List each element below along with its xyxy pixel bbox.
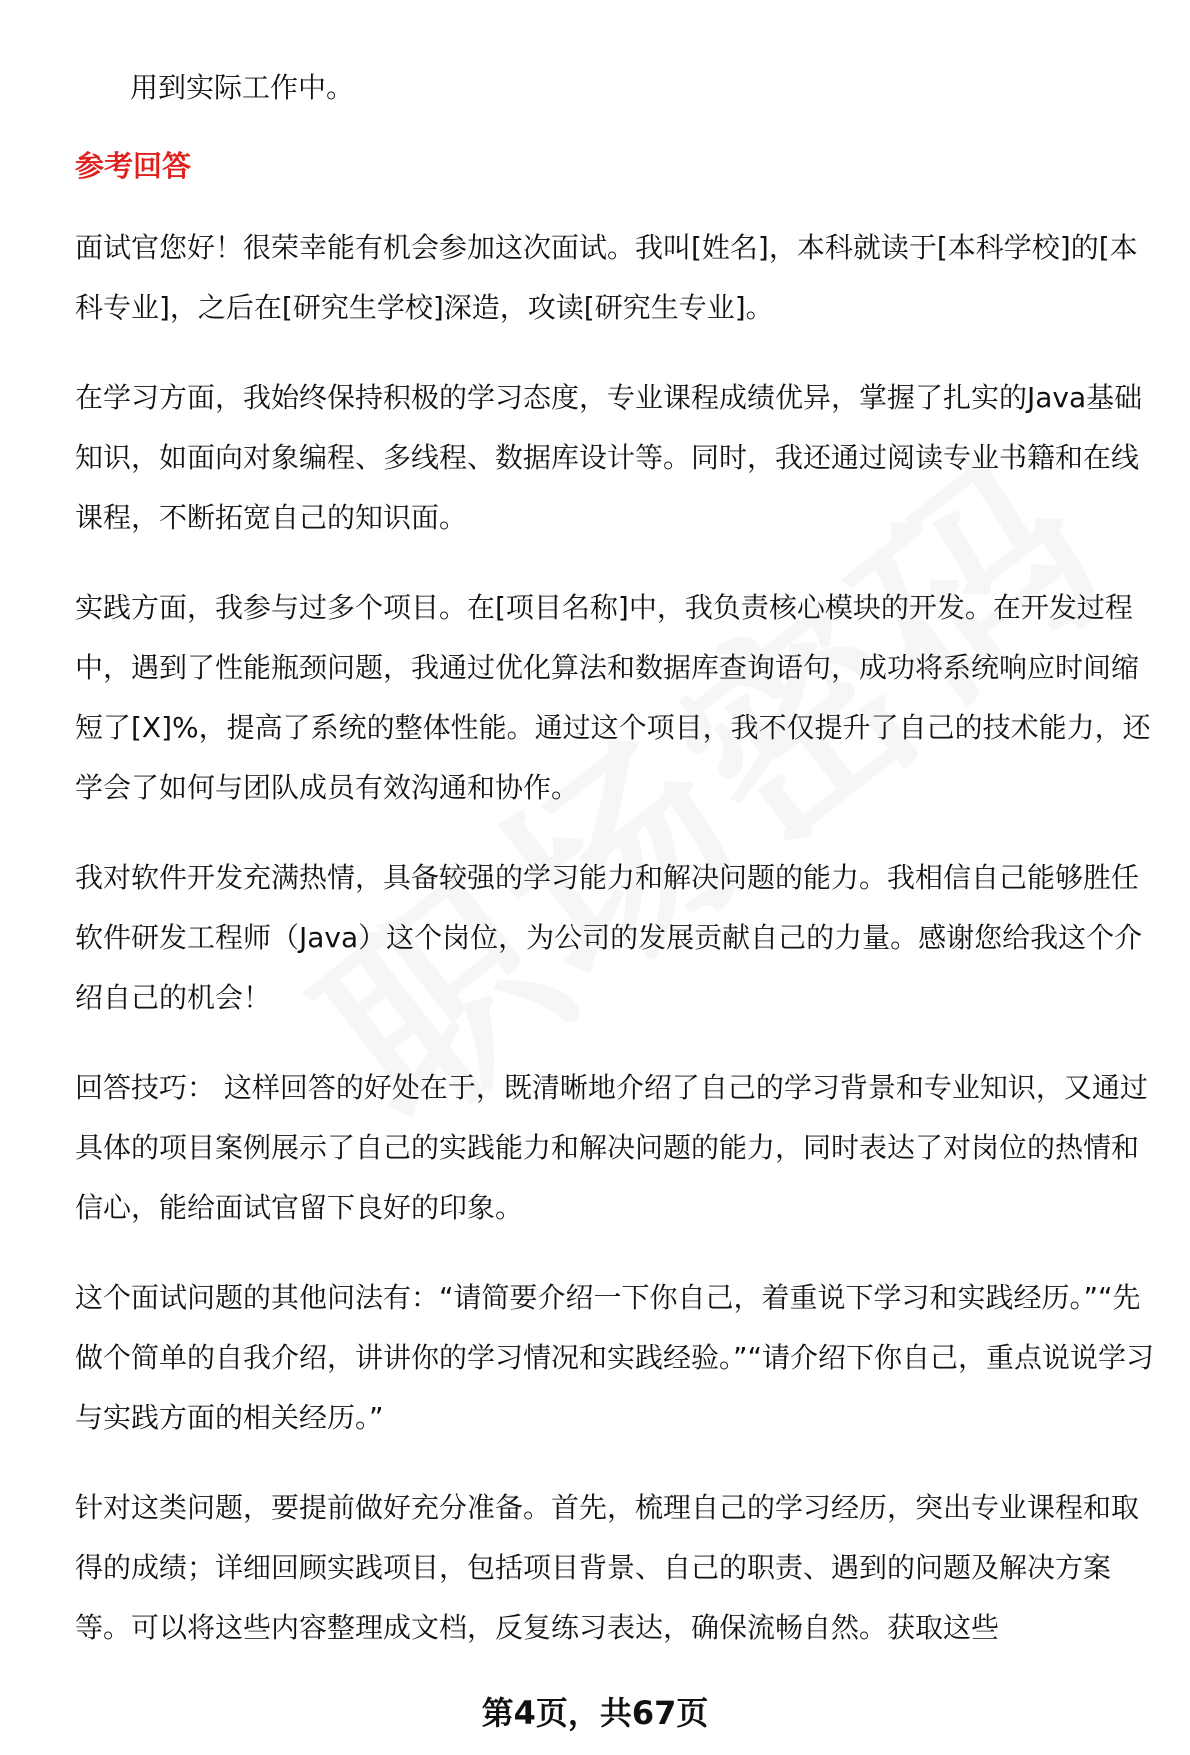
paragraph-study: 在学习方面，我始终保持积极的学习态度，专业课程成绩优异，掌握了扎实的Java基础知识，如面向对象编程、多线程、数据库设计等。同时，我还通过阅读专业书籍和在线课程，不断拓宽自己的知识面。 <box>75 381 1143 534</box>
continuation-paragraph: 用到实际工作中。 <box>130 71 355 104</box>
paragraph-tips: 回答技巧： 这样回答的好处在于，既清晰地介绍了自己的学习背景和专业知识，又通过具体的项目案例展示了自己的实践能力和解决问题的能力，同时表达了对岗位的热情和信心，能给面试官留下良好的印象。 <box>75 1071 1148 1224</box>
document-body <box>75 58 1165 1688</box>
paragraph-preparation: 针对这类问题，要提前做好充分准备。首先，梳理自己的学习经历，突出专业课程和取得的成绩；详细回顾实践项目，包括项目背景、自己的职责、遇到的问题及解决方案等。可以将这些内容整理成文档，反复练习表达，确保流畅自然。获取这些 <box>75 1491 1140 1644</box>
paragraph-intro: 面试官您好！很荣幸能有机会参加这次面试。我叫[姓名]，本科就读于[本科学校]的[本科专业]，之后在[研究生学校]深造，攻读[研究生专业]。 <box>75 231 1138 324</box>
section-heading: 参考回答 <box>75 149 192 183</box>
paragraph-passion: 我对软件开发充满热情，具备较强的学习能力和解决问题的能力。我相信自己能够胜任软件研发工程师（Java）这个岗位，为公司的发展贡献自己的力量。感谢您给我这个介绍自己的机会！ <box>75 861 1143 1014</box>
paragraph-practice: 实践方面，我参与过多个项目。在[项目名称]中，我负责核心模块的开发。在开发过程中，遇到了性能瓶颈问题，我通过优化算法和数据库查询语句，成功将系统响应时间缩短了[X]%，提高了系统的整体性能。通过这个项目，我不仅提升了自己的技术能力，还学会了如何与团队成员有效沟通和协作。 <box>75 591 1151 804</box>
paragraph-alternatives: 这个面试问题的其他问法有：“请简要介绍一下你自己，着重说下学习和实践经历。”“先做个简单的自我介绍，讲讲你的学习情况和实践经验。”“请介绍下你自己，重点说说学习与实践方面的相关经历。” <box>75 1281 1155 1434</box>
page-number: 第4页，共67页 <box>481 1694 709 1732</box>
